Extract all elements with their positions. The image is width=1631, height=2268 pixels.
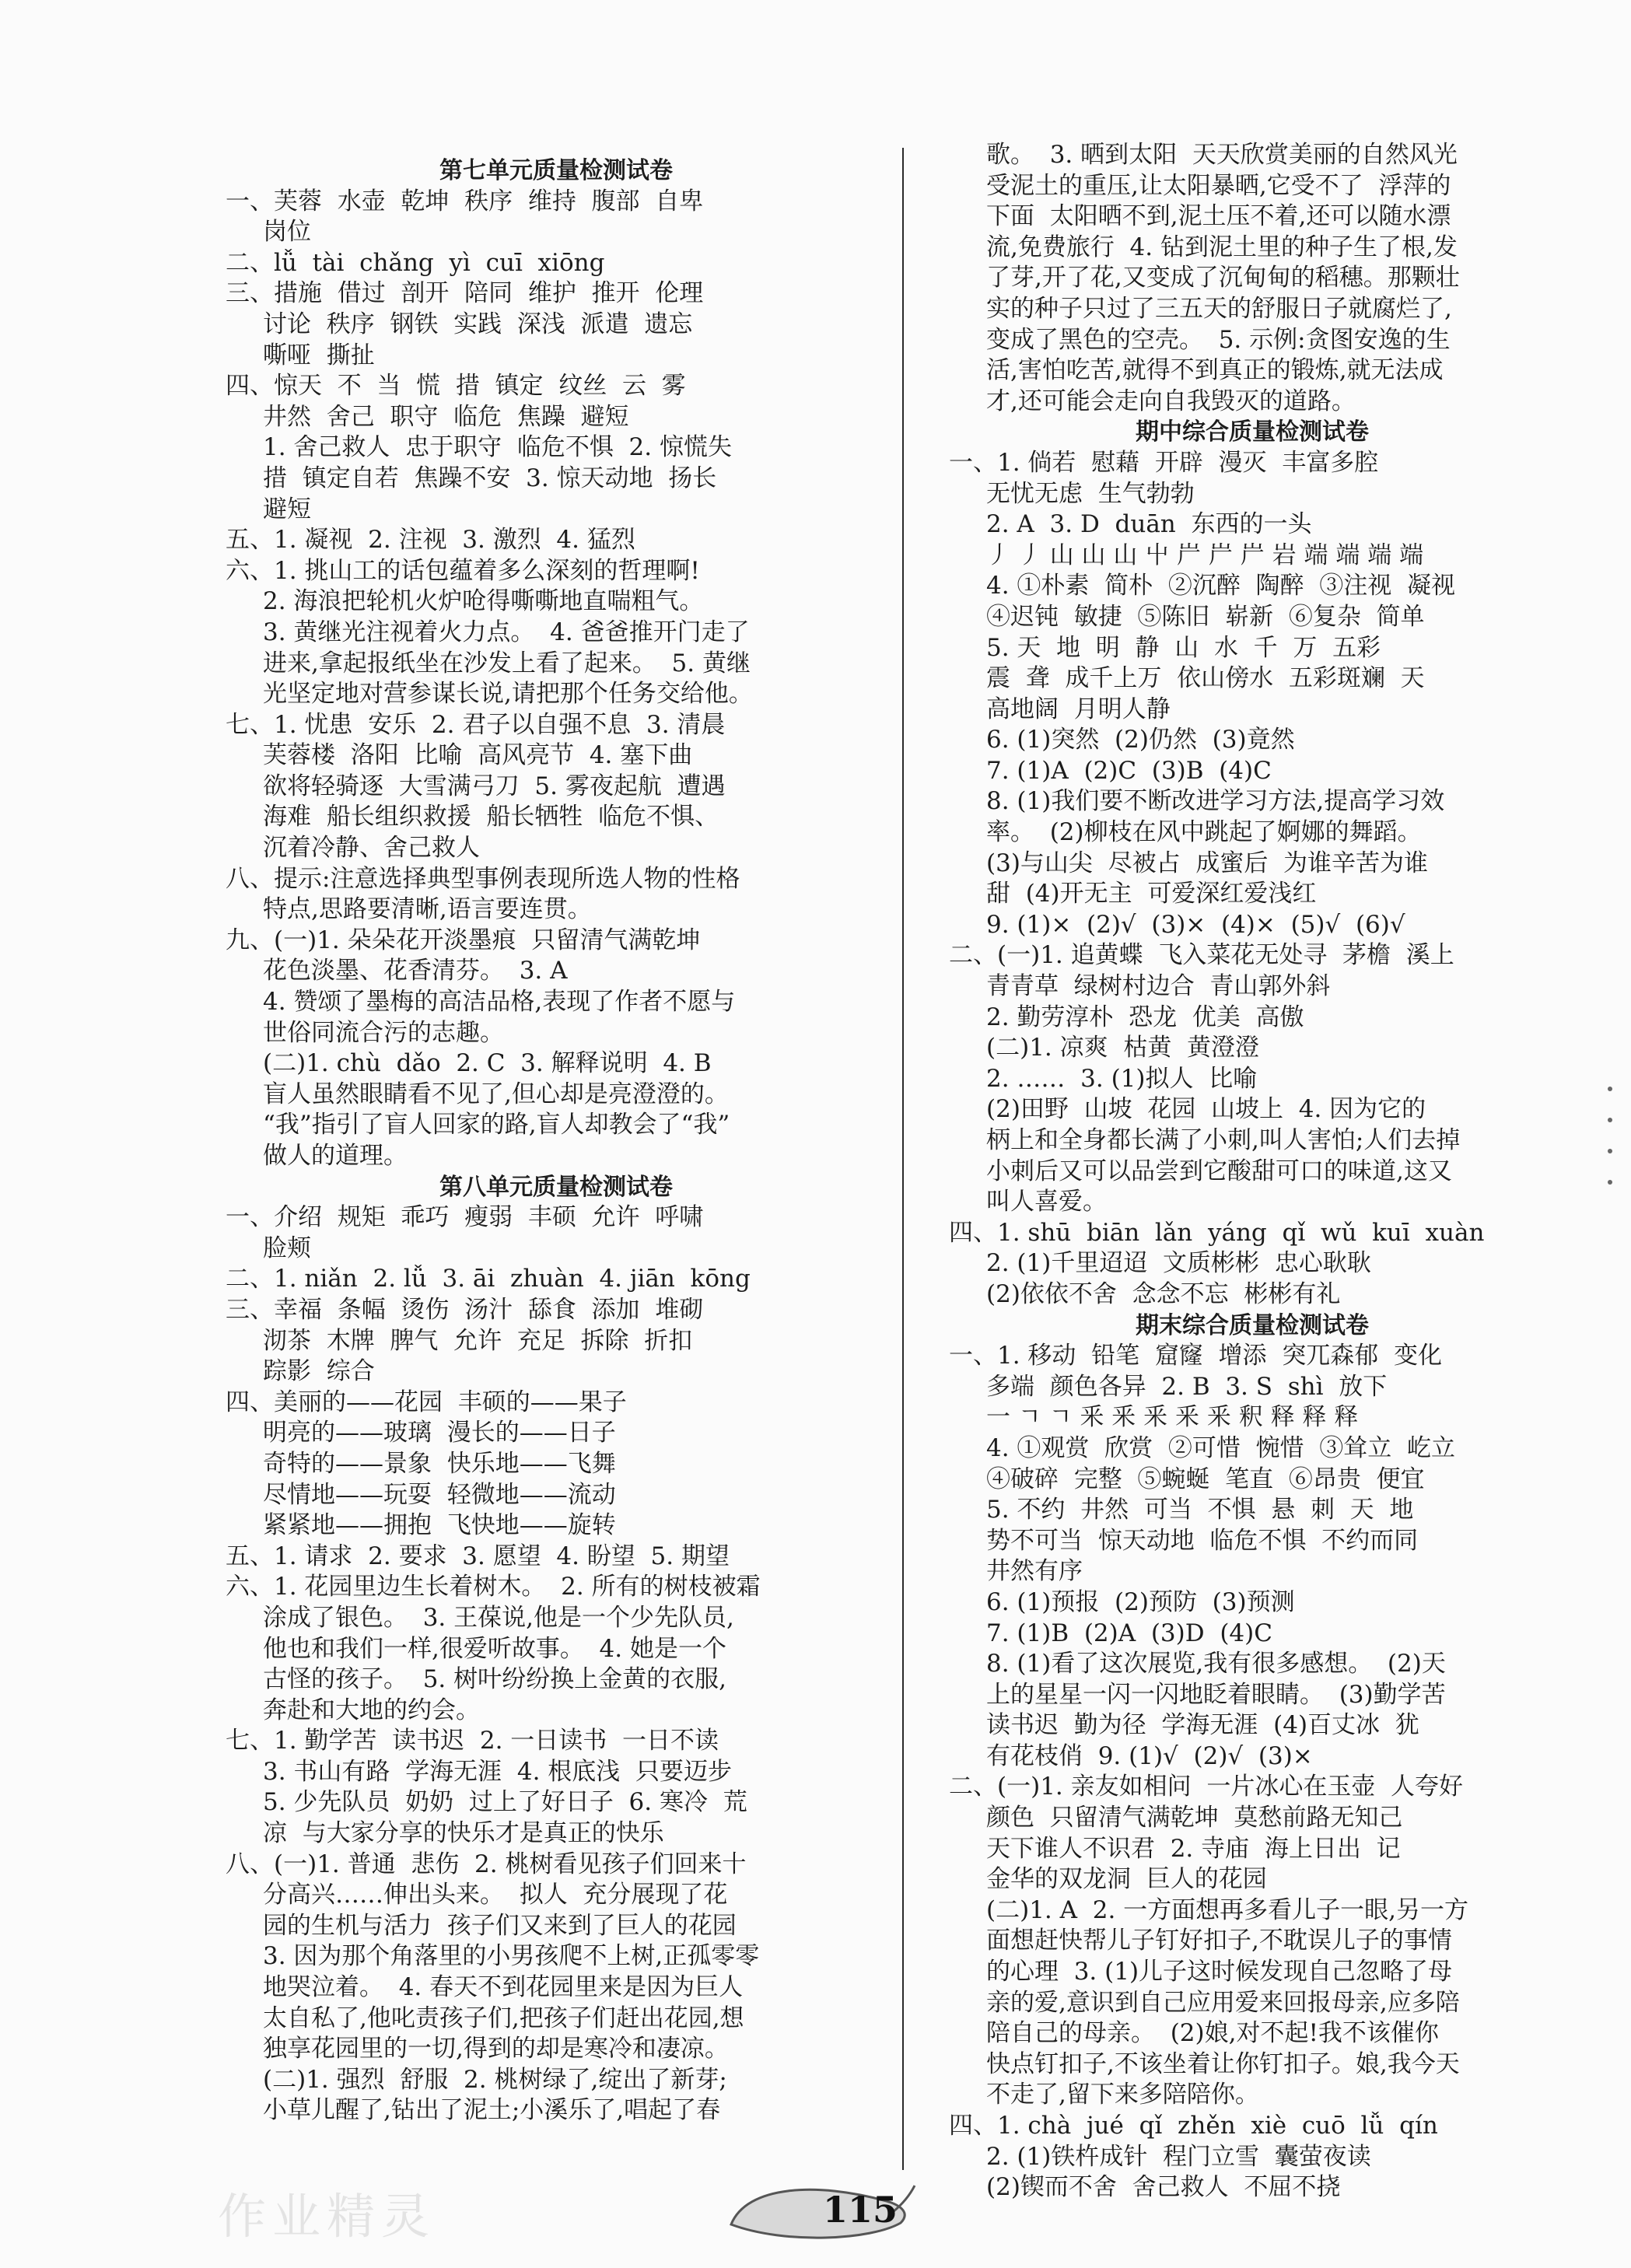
answer-line: (2)锲而不舍 舍己救人 不屈不挠	[986, 2173, 1341, 2202]
answer-line: 九、(一)1. 朵朵花开淡墨痕 只留清气满乾坤	[226, 926, 701, 954]
answer-line: 进来,拿起报纸坐在沙发上看了起来。 5. 黄继	[263, 649, 751, 677]
answer-line: 4. ①朴素 简朴 ②沉醉 陶醉 ③注视 凝视	[986, 572, 1455, 600]
answer-line: 亲的爱,意识到自己应用爱来回报母亲,应多陪	[986, 1988, 1460, 2017]
answer-line: 他也和我们一样,很爱听故事。 4. 她是一个	[263, 1634, 726, 1663]
answer-line: (2)依依不舍 念念不忘 彬彬有礼	[986, 1279, 1341, 1308]
answer-line: 震 聋 成千上万 依山傍水 五彩斑斓 天	[986, 664, 1425, 693]
answer-line: 四、美丽的——花园 丰硕的——果子	[226, 1388, 627, 1416]
answer-line: 芙蓉楼 洛阳 比喻 高风亮节 4. 塞下曲	[263, 741, 693, 770]
answer-line: 2. 勤劳淳朴 恐龙 优美 高傲	[986, 1003, 1304, 1031]
answer-line: (3)与山尖 尽被占 成蜜后 为谁辛苦为谁	[986, 849, 1429, 877]
answer-line: 奇特的——景象 快乐地——飞舞	[263, 1449, 616, 1478]
answer-line: 有花枝俏 9. (1)√ (2)√ (3)×	[986, 1741, 1313, 1770]
answer-line: 8. (1)我们要不断改进学习方法,提高学习效	[986, 787, 1445, 816]
answer-line: 5. 不约 井然 可当 不惧 悬 刺 天 地	[986, 1496, 1414, 1524]
answer-line: 4. 赞颂了墨梅的高洁品格,表现了作者不愿与	[263, 988, 736, 1017]
answer-line: 上的星星一闪一闪地眨着眼睛。 (3)勤学苦	[986, 1680, 1446, 1709]
answer-line: 3. 黄继光注视着火力点。 4. 爸爸推开门走了	[263, 618, 750, 646]
answer-line: 八、提示:注意选择典型事例表现所选人物的性格	[226, 864, 740, 893]
answer-line: 五、1. 请求 2. 要求 3. 愿望 4. 盼望 5. 期望	[226, 1542, 730, 1570]
answer-line: 9. (1)× (2)√ (3)× (4)× (5)√ (6)√	[986, 910, 1405, 939]
margin-dots	[1602, 1081, 1618, 1209]
answer-line: 叫人喜爱。	[986, 1188, 1107, 1216]
answer-line: 太自私了,他叱责孩子们,把孩子们赶出花园,想	[263, 2004, 744, 2032]
answer-line: (二)1. 强烈 舒服 2. 桃树绿了,绽出了新芽;	[263, 2065, 727, 2094]
answer-line: (2)田野 山坡 花园 山坡上 4. 因为它的	[986, 1095, 1426, 1124]
answer-line: 四、惊天 不 当 慌 措 镇定 纹丝 云 雾	[226, 372, 686, 401]
answer-line: 才,还可能会走向自我毁灭的道路。	[986, 387, 1356, 415]
answer-line: 盲人虽然眼睛看不见了,但心却是亮澄澄的。	[263, 1080, 729, 1108]
answer-line: 1. 舍己救人 忠于职守 临危不惧 2. 惊慌失	[263, 433, 732, 462]
answer-line: 2. (1)铁杵成针 程门立雪 囊萤夜读	[986, 2142, 1371, 2171]
answer-line: 二、lǚ tài chǎng yì cuī xiōng	[226, 248, 605, 277]
answer-line: 欲将轻骑逐 大雪满弓刀 5. 雾夜起航 遭遇	[263, 772, 726, 800]
answer-line: 6. (1)预报 (2)预防 (3)预测	[986, 1587, 1295, 1616]
answer-line: 歌。 3. 晒到太阳 天天欣赏美丽的自然风光	[986, 141, 1458, 169]
answer-line: 一、芙蓉 水壶 乾坤 秩序 维持 腹部 自卑	[226, 187, 704, 215]
answer-line: 分高兴……伸出头来。 拟人 充分展现了花	[263, 1881, 728, 1909]
answer-line: 五、1. 凝视 2. 注视 3. 激烈 4. 猛烈	[226, 526, 635, 555]
answer-line: 措 镇定自若 焦躁不安 3. 惊天动地 扬长	[263, 464, 717, 492]
answer-line: 丿 丿 山 山 山 屮 屵 屵 屵 岩 端 端 端 端	[986, 541, 1424, 569]
answer-line: 2. …… 3. (1)拟人 比喻	[986, 1064, 1258, 1093]
answer-line: 独享花园里的一切,得到的却是寒冷和凄凉。	[263, 2035, 729, 2063]
answer-line: 沉着冷静、舍己救人	[263, 834, 480, 863]
answer-line: 嘶哑 撕扯	[263, 341, 375, 369]
answer-line: 光坚定地对营参谋长说,请把那个任务交给他。	[263, 680, 753, 709]
answer-line: 讨论 秩序 钢铁 实践 深浅 派遣 遗忘	[263, 310, 693, 338]
answer-line: 二、1. niǎn 2. lǚ 3. āi zhuàn 4. jiān kōng	[226, 1265, 751, 1293]
answer-line: 7. (1)B (2)A (3)D (4)C	[986, 1619, 1272, 1647]
answer-line: (二)1. chù dǎo 2. C 3. 解释说明 4. B	[263, 1049, 712, 1078]
answer-line: 世俗同流合污的志趣。	[263, 1018, 504, 1047]
answer-line: 青青草 绿树村边合 青山郭外斜	[986, 972, 1331, 1001]
answer-line: 小草儿醒了,钻出了泥土;小溪乐了,唱起了春	[263, 2096, 721, 2125]
answer-line: 古怪的孩子。 5. 树叶纷纷换上金黄的衣服,	[263, 1665, 726, 1694]
answer-line: 涂成了银色。 3. 王葆说,他是一个少先队员,	[263, 1603, 734, 1632]
answer-line: 活,害怕吃苦,就得不到真正的锻炼,就无法成	[986, 356, 1444, 385]
answer-line: 3. 因为那个角落里的小男孩爬不上树,正孤零零	[263, 1942, 760, 1971]
answer-line: 二、(一)1. 追黄蝶 飞入菜花无处寻 茅檐 溪上	[949, 941, 1454, 970]
answer-line: 实的种子只过了三五天的舒服日子就腐烂了,	[986, 294, 1452, 323]
answer-line: 四、1. chà jué qǐ zhěn xiè cuō lǚ qín	[949, 2112, 1438, 2140]
section-title: 期中综合质量检测试卷	[1136, 418, 1369, 446]
answer-line: 面想赶快帮儿子钉好扣子,不耽误儿子的事情	[986, 1927, 1452, 1955]
answer-line: 甜 (4)开无主 可爱深红爱浅红	[986, 880, 1317, 908]
answer-line: 井然 舍己 职守 临危 焦躁 避短	[263, 402, 629, 431]
answer-line: 2. A 3. D duān 东西的一头	[986, 510, 1312, 539]
answer-line: 了芽,开了花,又变成了沉甸甸的稻穗。那颗壮	[986, 264, 1460, 292]
section-title: 期末综合质量检测试卷	[1136, 1311, 1369, 1339]
answer-line: 5. 少先队员 奶奶 过上了好日子 6. 寒冷 荒	[263, 1788, 747, 1817]
answer-line: 沏茶 木牌 脾气 允许 充足 拆除 折扣	[263, 1326, 693, 1355]
answer-line: ④迟钝 敏捷 ⑤陈旧 崭新 ⑥复杂 简单	[986, 602, 1425, 631]
answer-line: 做人的道理。	[263, 1142, 408, 1170]
answer-line: 明亮的——玻璃 漫长的——日子	[263, 1419, 616, 1447]
answer-line: 八、(一)1. 普通 悲伤 2. 桃树看见孩子们回来十	[226, 1850, 747, 1878]
answer-line: 受泥土的重压,让太阳暴晒,它受不了 浮萍的	[986, 171, 1451, 200]
answer-line: 岗位	[263, 218, 311, 247]
answer-line: 脸颊	[263, 1234, 311, 1262]
answer-line: 下面 太阳晒不到,泥土压不着,还可以随水漂	[986, 202, 1451, 231]
answer-line: 奔赴和大地的约会。	[263, 1696, 480, 1724]
answer-line: 小刺后又可以品尝到它酸甜可口的味道,这又	[986, 1157, 1452, 1185]
answer-line: 4. ①观赏 欣赏 ②可惜 惋惜 ③耸立 屹立	[986, 1433, 1455, 1462]
answer-line: 园的生机与活力 孩子们又来到了巨人的花园	[263, 1911, 737, 1940]
answer-line: 不走了,留下来多陪陪你。	[986, 2081, 1259, 2109]
answer-line: 8. (1)看了这次展览,我有很多感想。 (2)天	[986, 1650, 1446, 1678]
answer-line: 一、1. 移动 铅笔 窟窿 增添 突兀森郁 变化	[949, 1342, 1442, 1370]
answer-line: 尽情地——玩耍 轻微地——流动	[263, 1480, 616, 1509]
answer-line: 二、(一)1. 亲友如相问 一片冰心在玉壶 人夸好	[949, 1773, 1464, 1801]
answer-line: 六、1. 花园里边生长着树木。 2. 所有的树枝被霜	[226, 1573, 761, 1601]
watermark-text: 作业精灵	[218, 2188, 436, 2245]
page-number: 115	[823, 2189, 898, 2231]
answer-line: 地哭泣着。 4. 春天不到花园里来是因为巨人	[263, 1973, 744, 2002]
answer-line: 特点,思路要清晰,语言要连贯。	[263, 895, 592, 924]
answer-line: 2. (1)千里迢迢 文质彬彬 忠心耿耿	[986, 1249, 1371, 1278]
answer-line: 天下谁人不识君 2. 寺庙 海上日出 记	[986, 1834, 1401, 1863]
answer-line: 一、1. 倘若 慰藉 开辟 漫灭 丰富多腔	[949, 448, 1379, 477]
answer-line: ④破碎 完整 ⑤蜿蜒 笔直 ⑥昂贵 便宜	[986, 1465, 1425, 1493]
answer-line: 踪影 综合	[263, 1357, 375, 1386]
answer-line: 读书迟 勤为径 学海无涯 (4)百丈冰 犹	[986, 1711, 1419, 1740]
answer-line: 高地阔 月明人静	[986, 695, 1171, 723]
answer-line: 一、介绍 规矩 乖巧 瘦弱 丰硕 允许 呼啸	[226, 1203, 704, 1232]
answer-line: 陪自己的母亲。 (2)娘,对不起!我不该催你	[986, 2019, 1439, 2048]
answer-line: (二)1. 凉爽 枯黄 黄澄澄	[986, 1034, 1260, 1062]
page-footer	[716, 2178, 918, 2248]
answer-line: 凉 与大家分享的快乐才是真正的快乐	[263, 1819, 664, 1848]
right-column	[949, 140, 1556, 2203]
answer-line: 变成了黑色的空壳。 5. 示例:贪图安逸的生	[986, 325, 1451, 354]
answer-line: 3. 书山有路 学海无涯 4. 根底浅 只要迈步	[263, 1757, 732, 1786]
answer-line: 无忧无虑 生气勃勃	[986, 479, 1195, 508]
answer-line: 6. (1)突然 (2)仍然 (3)竟然	[986, 726, 1295, 754]
left-column	[226, 156, 887, 2126]
answer-line: 井然有序	[986, 1557, 1083, 1586]
answer-line: 七、1. 忧患 安乐 2. 君子以自强不息 3. 清晨	[226, 710, 726, 739]
answer-line: 2. 海浪把轮机火炉呛得嘶嘶地直喘粗气。	[263, 587, 704, 616]
answer-line: 避短	[263, 495, 311, 523]
answer-line: 金华的双龙洞 巨人的花园	[986, 1865, 1267, 1894]
answer-line: “我”指引了盲人回家的路,盲人却教会了“我”	[263, 1111, 730, 1139]
answer-line: 海难 船长组织救援 船长牺牲 临危不惧、	[263, 803, 719, 831]
answer-line: 三、幸福 条幅 烫伤 汤汁 舔食 添加 堆砌	[226, 1295, 704, 1324]
answer-line: 紧紧地——拥抱 飞快地——旋转	[263, 1511, 616, 1540]
answer-line: 六、1. 挑山工的话包蕴着多么深刻的哲理啊!	[226, 556, 700, 585]
answer-line: 5. 天 地 明 静 山 水 千 万 五彩	[986, 633, 1381, 662]
answer-line: (二)1. A 2. 一方面想再多看儿子一眼,另一方	[986, 1895, 1468, 1924]
answer-line: 柄上和全身都长满了小刺,叫人害怕;人们去掉	[986, 1126, 1461, 1154]
answer-line: 快点钉扣子,不该坐着让你钉扣子。娘,我今天	[986, 2049, 1460, 2078]
answer-line: 率。 (2)柳枝在风中跳起了婀娜的舞蹈。	[986, 818, 1422, 847]
answer-line: 三、措施 借过 剖开 陪同 维护 推开 伦理	[226, 279, 704, 308]
answer-line: 7. (1)A (2)C (3)B (4)C	[986, 756, 1272, 785]
answer-line: 流,免费旅行 4. 钻到泥土里的种子生了根,发	[986, 233, 1458, 261]
answer-line: 势不可当 惊天动地 临危不惧 不约而同	[986, 1526, 1419, 1555]
answer-line: 多端 颜色各异 2. B 3. S shì 放下	[986, 1372, 1388, 1401]
answer-line: 的心理 3. (1)儿子这时候发现自己忽略了母	[986, 1958, 1453, 1986]
answer-line: 一 ㄱ ㄱ 釆 釆 釆 釆 釆 釈 释 释 释	[986, 1403, 1359, 1432]
answer-line: 花色淡墨、花香清芬。 3. A	[263, 957, 568, 985]
section-title: 第七单元质量检测试卷	[439, 157, 673, 184]
answer-line: 颜色 只留清气满乾坤 莫愁前路无知己	[986, 1804, 1403, 1832]
answer-line: 四、1. shū biān lǎn yáng qǐ wǔ kuī xuàn	[949, 1218, 1485, 1247]
answer-line: 七、1. 勤学苦 读书迟 2. 一日读书 一日不读	[226, 1727, 719, 1755]
column-divider	[902, 148, 904, 2170]
section-title: 第八单元质量检测试卷	[439, 1173, 673, 1201]
